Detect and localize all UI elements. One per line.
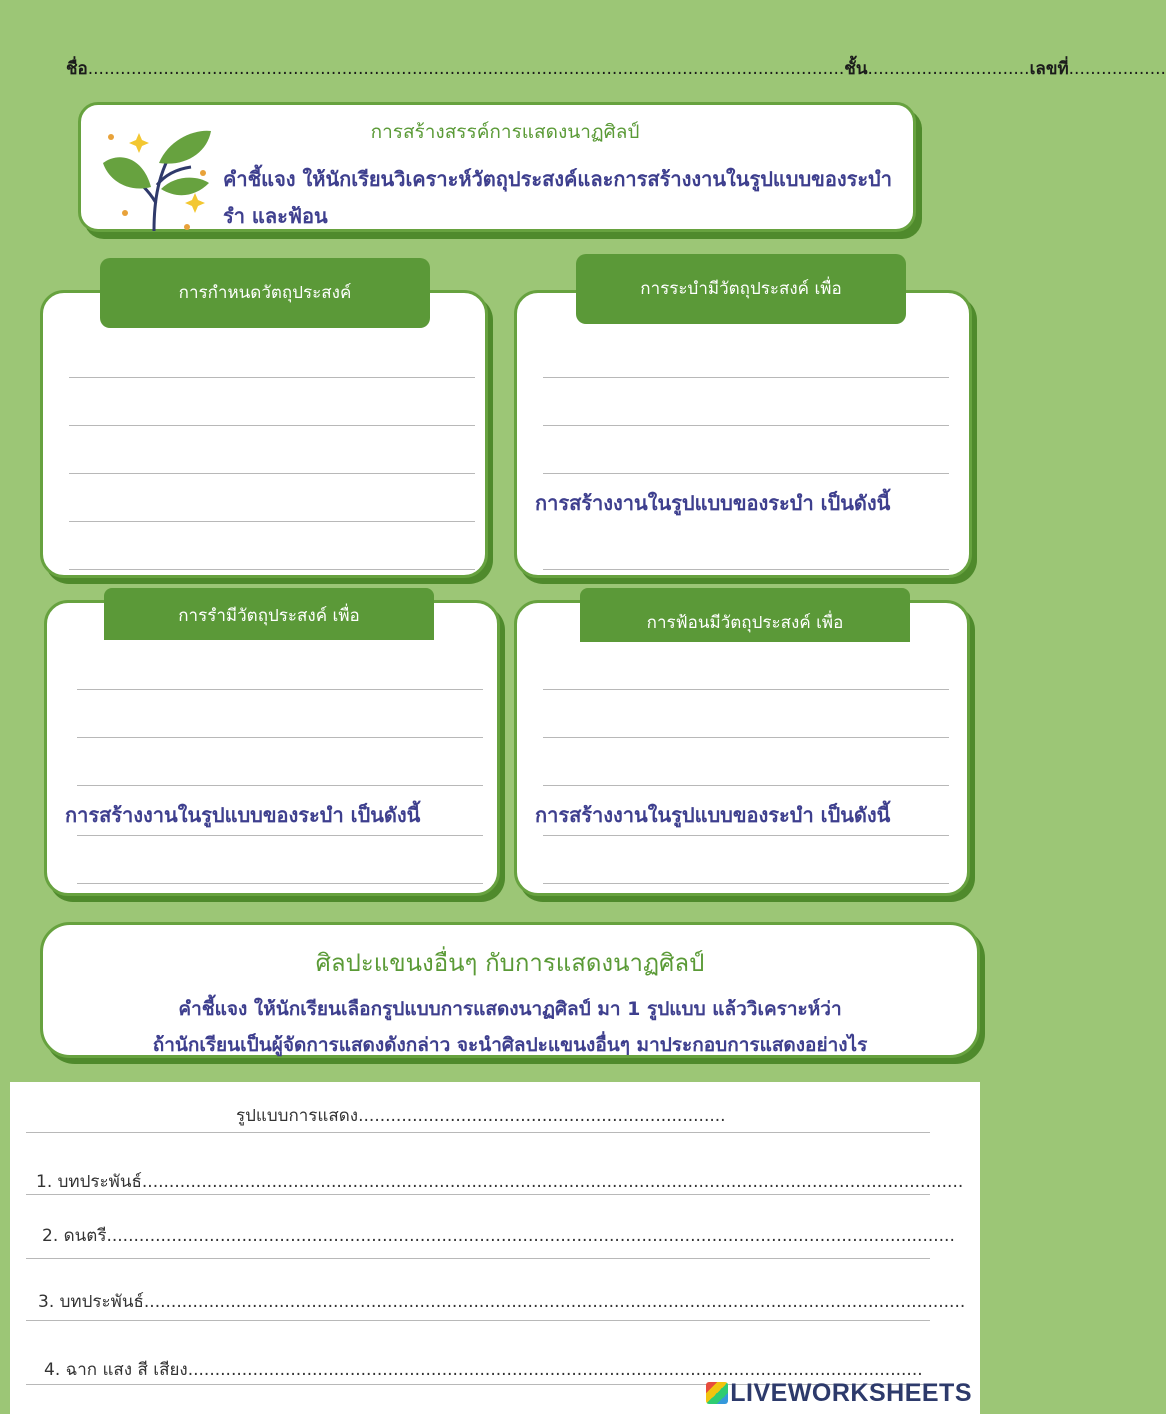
answer-line[interactable] — [77, 835, 483, 836]
dance-fon-card — [514, 600, 970, 896]
section2-instruction-line1: คำชี้แจง ให้นักเรียนเลือกรูปแบบการแสดงนาฏศิลป์ มา 1 รูปแบบ แล้ววิเคราะห์ว่า — [178, 998, 842, 1020]
answer-line[interactable] — [543, 689, 949, 690]
answer-item-label: 4. ฉาก แสง สี เสียง — [44, 1360, 188, 1380]
answer-line[interactable] — [26, 1258, 930, 1259]
liveworksheets-logo — [706, 1379, 972, 1408]
answer-item-1[interactable] — [36, 1168, 968, 1195]
section2-title: ศิลปะแขนงอื่นๆ กับการแสดงนาฏศิลป์ — [315, 949, 705, 977]
answer-item-label: 1. บทประพันธ์ — [36, 1172, 142, 1192]
header-card — [78, 102, 916, 232]
answer-line[interactable] — [543, 425, 949, 426]
performance-form-field[interactable]: .................................................................... — [358, 1106, 726, 1126]
answer-item-label: 3. บทประพันธ์ — [38, 1292, 144, 1312]
number-label: เลขที่ — [1029, 59, 1069, 79]
number-field[interactable]: .................. — [1068, 59, 1166, 79]
answer-line[interactable] — [77, 785, 483, 786]
answer-line[interactable] — [543, 473, 949, 474]
answer-line[interactable] — [543, 737, 949, 738]
worksheet-title: การสร้างสรรค์การแสดงนาฏศิลป์ — [370, 121, 640, 143]
tab-rabam: การระบำมีวัตถุประสงค์ เพื่อ — [576, 254, 906, 324]
name-field[interactable]: ............................................................................................................................................ — [87, 59, 845, 79]
rabam-creation-label: การสร้างงานในรูปแบบของระบำ เป็นดังนี้ — [535, 491, 891, 515]
answer-line[interactable] — [69, 521, 475, 522]
answer-line[interactable] — [26, 1194, 930, 1195]
logo-text: LIVEWORKSHEETS — [730, 1379, 972, 1407]
tab-fon: การฟ้อนมีวัตถุประสงค์ เพื่อ — [580, 588, 910, 642]
class-label: ชั้น — [844, 59, 868, 79]
class-field[interactable]: .............................. — [867, 59, 1030, 79]
answer-item-field[interactable]: ........................................................................................................................................................ — [143, 1292, 966, 1312]
answer-item-field[interactable]: ........................................................................................................................................................ — [141, 1172, 964, 1192]
answer-line[interactable] — [543, 569, 949, 570]
tab-ram: การรำมีวัตถุประสงค์ เพื่อ — [104, 588, 434, 640]
performance-form-row[interactable] — [236, 1102, 726, 1129]
answer-line[interactable] — [77, 883, 483, 884]
answer-line[interactable] — [543, 377, 949, 378]
dance-rabam-card — [514, 290, 972, 578]
section2-instruction — [43, 991, 977, 1063]
answer-area — [10, 1082, 980, 1414]
answer-item-label: 2. ดนตรี — [42, 1226, 107, 1246]
answer-item-field[interactable]: ............................................................................................................................................................. — [106, 1226, 955, 1246]
answer-line[interactable] — [543, 785, 949, 786]
answer-item-field[interactable]: ........................................................................................................................................ — [187, 1360, 923, 1380]
answer-item-3[interactable] — [38, 1288, 966, 1315]
student-info-line — [66, 55, 1166, 82]
answer-item-2[interactable] — [42, 1222, 955, 1249]
fon-creation-label: การสร้างงานในรูปแบบของระบำ เป็นดังนี้ — [535, 803, 891, 827]
answer-line[interactable] — [26, 1132, 930, 1133]
tab-objective: การกำหนดวัตถุประสงค์ — [100, 258, 430, 328]
answer-line[interactable] — [26, 1320, 930, 1321]
section2-instruction-line2: ถ้านักเรียนเป็นผู้จัดการแสดงดังกล่าว จะนำศิลปะแขนงอื่นๆ มาประกอบการแสดงอย่างไร — [152, 1034, 868, 1056]
answer-line[interactable] — [69, 473, 475, 474]
answer-line[interactable] — [69, 569, 475, 570]
performance-form-label: รูปแบบการแสดง — [236, 1106, 359, 1126]
name-label: ชื่อ — [66, 59, 88, 79]
answer-line[interactable] — [543, 835, 949, 836]
answer-line[interactable] — [69, 425, 475, 426]
dance-ram-card — [44, 600, 500, 896]
other-arts-section — [40, 922, 980, 1058]
answer-line[interactable] — [77, 689, 483, 690]
objective-card — [40, 290, 488, 578]
header-instruction: คำชี้แจง ให้นักเรียนวิเคราะห์วัตถุประสงค์และการสร้างงานในรูปแบบของระบำ รำ และฟ้อน — [223, 167, 893, 228]
answer-line[interactable] — [77, 737, 483, 738]
answer-line[interactable] — [543, 883, 949, 884]
answer-line[interactable] — [69, 377, 475, 378]
live-badge-icon — [706, 1382, 728, 1404]
ram-creation-label: การสร้างงานในรูปแบบของระบำ เป็นดังนี้ — [65, 803, 421, 827]
